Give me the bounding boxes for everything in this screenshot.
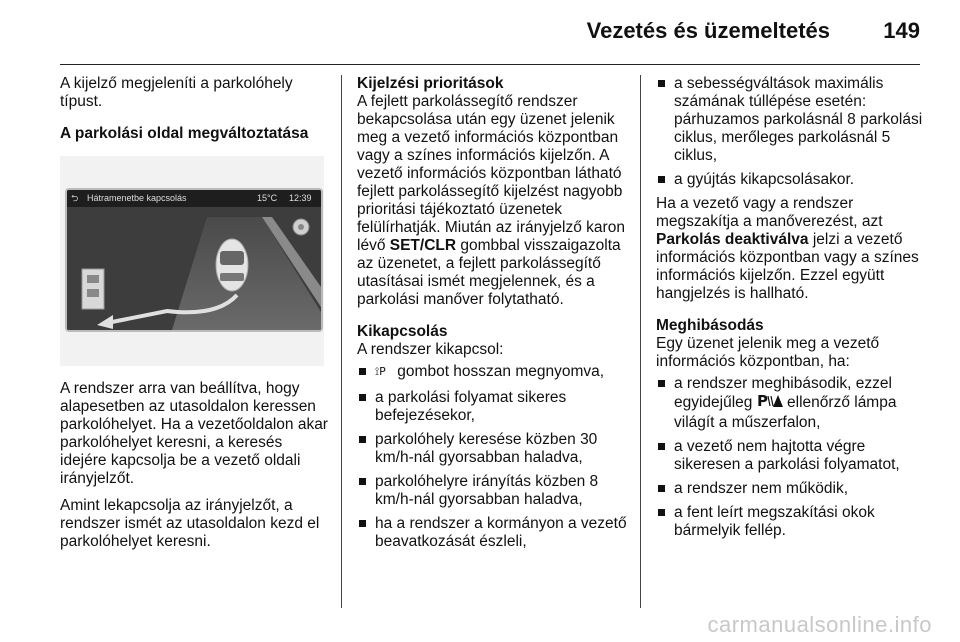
column-divider	[341, 75, 342, 608]
park-assist-warning-icon	[757, 393, 783, 414]
bullet-list	[357, 363, 627, 551]
paragraph: A rendszer arra van beállítva, hogy alapesetben az utasoldalon keressen parkolóhelyet. Ha a vezetőoldalon akar parkolóhelyet keresni, a keresés idejére kapcsolja be a vezető oldali irányjelzőt.	[60, 380, 328, 487]
svg-text:⟟P: ⟟P	[375, 365, 386, 378]
setclr-label: SET/CLR	[389, 237, 457, 254]
screen-temperature: 15°C	[257, 193, 278, 203]
list-item: parkolóhely keresése közben 30 km/h-nál gyorsabban haladva,	[357, 431, 627, 467]
list-item: parkolóhelyre irányítás közben 8 km/h-nál gyorsabban haladva,	[357, 473, 627, 509]
list-item: a sebességváltások maximális számának túllépése esetén: párhuzamos parkolásnál 8 parkolási ciklus, merőleges parkolásnál 5 ciklus,	[656, 75, 926, 165]
page-number: 149	[883, 18, 920, 43]
column-divider	[640, 75, 641, 608]
list-item: a rendszer meghibásodik, ezzel egyidejűleg P ellenőrző lámpa világít a műszerfalon,	[656, 375, 926, 432]
paragraph: A kijelző megjeleníti a parkolóhely típust.	[60, 75, 293, 110]
list-item: a fent leírt megszakítási okok bármelyik fellép.	[656, 504, 926, 540]
list-item: a vezető nem hajtotta végre sikeresen a parkolási folyamatot,	[656, 438, 926, 474]
paragraph-text: gombbal visszaigazolta az üzenetet, a fejlett parkolássegítő utasításai ismét megjelennek, és a parkolási manőver folytatható.	[357, 237, 621, 308]
paragraph-text: A fejlett parkolássegítő rendszer bekapcsolása után egy üzenet jelenik meg a vezető információs központban vagy a színes információs kijelzőn. A vezető információs központban látható fejlett parkolássegítő kijelzést nagyobb prioritási tájékoztató üzenetek felülírhatják. Miután az irányjelző karon lévő	[357, 93, 625, 254]
parking-button-icon	[375, 364, 393, 383]
bullet-list	[656, 375, 926, 540]
paragraph: A rendszer kikapcsol:	[357, 341, 504, 358]
car-icon	[216, 239, 248, 291]
screen-status-bar	[67, 190, 321, 207]
list-item: ⟟P gombot hosszan megnyomva,	[357, 363, 627, 383]
list-item: ha a rendszer a kormányon a vezető beavatkozását észleli,	[357, 515, 627, 551]
svg-text:P: P	[756, 393, 768, 409]
watermark: carmanualsonline.info	[707, 612, 932, 637]
parking-scene-graphic	[67, 207, 321, 330]
section-heading: Kikapcsolás	[357, 323, 448, 340]
column-2	[357, 75, 627, 557]
list-item: a rendszer nem működik,	[656, 480, 926, 498]
page-header-title: Vezetés és üzemeltetés	[586, 18, 830, 43]
paragraph-text: jelzi a vezető információs központban vagy a színes információs kijelzőn. Ezzel együtt hangjelzés is hallható.	[656, 231, 919, 302]
list-item: a parkolási folyamat sikeres befejezésekor,	[357, 389, 627, 425]
paragraph-text: Ha a vezető vagy a rendszer megszakítja a manőverezést, azt	[656, 195, 883, 230]
list-item: a gyújtás kikapcsolásakor.	[656, 171, 926, 189]
screen-back-label: Hátramenetbe kapcsolás	[87, 193, 187, 203]
paragraph	[656, 195, 926, 303]
paragraph: Amint lekapcsolja az irányjelzőt, a rendszer ismét az utasoldalon kezd el parkolóhelyet keresni.	[60, 497, 320, 550]
parking-deactivated-label: Parkolás deaktiválva	[656, 231, 809, 248]
bullet-list	[656, 75, 926, 189]
back-arrow-icon: ⮌	[71, 193, 79, 203]
infotainment-screen	[65, 188, 323, 332]
column-3	[656, 75, 926, 546]
section-heading: Kijelzési prioritások	[357, 75, 504, 92]
section-heading: A parkolási oldal megváltoztatása	[60, 125, 309, 142]
section-heading: Meghibásodás	[656, 317, 764, 334]
header-divider	[60, 64, 920, 65]
paragraph: Egy üzenet jelenik meg a vezető információs központban, ha:	[656, 335, 880, 370]
column-1	[60, 75, 330, 152]
display-illustration	[60, 156, 324, 366]
column-1-lower	[60, 380, 330, 560]
paragraph	[357, 93, 627, 309]
screen-time: 12:39	[289, 193, 312, 203]
